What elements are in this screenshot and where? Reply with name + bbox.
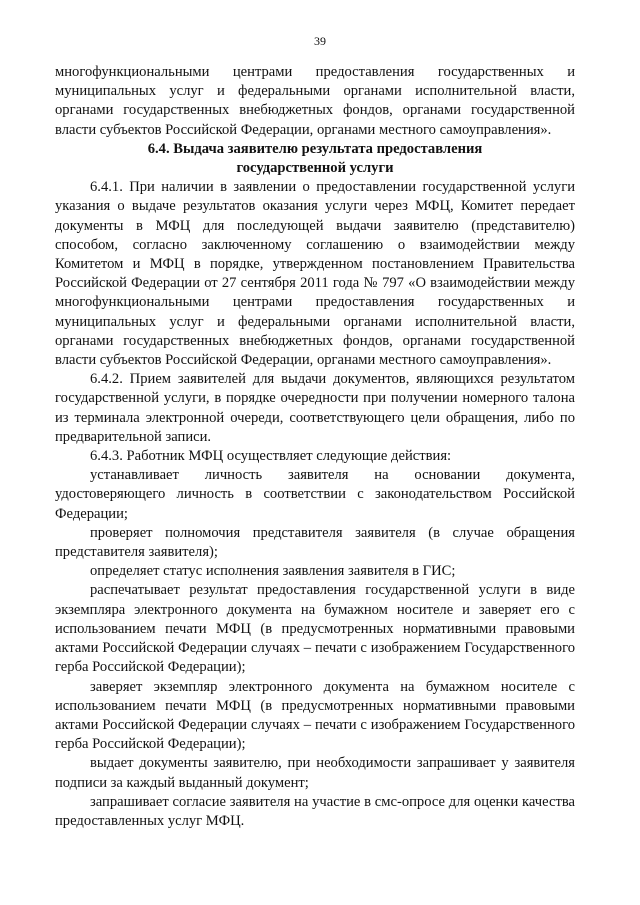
intro-paragraph: многофункциональными центрами предоставления государственных и муниципальных услуг и федеральными органами исполнительной власти, органами государственных внебюджетных фондов, органами государственной власти субъектов Российской Федерации, органами местного самоуправления». <box>55 64 575 138</box>
paragraph-6-4-1: 6.4.1. При наличии в заявлении о предоставлении государственной услуги указания о выдаче результатов оказания услуги через МФЦ, Комитет передает документы в МФЦ для последующей выдачи заявителю (представителю) способом, согласно заключенному соглашению о взаимодействии между Комитетом и МФЦ в порядке, утвержденном постановлением Правительства Российской Федерации от 27 сентября 2011 года № 797 «О взаимодействии между многофункциональными центрами предоставления государственных и муниципальных услуг и федеральными органами исполнительной власти, органами государственных внебюджетных фондов, органами государственной власти субъектов Российской Федерации, органами местного самоуправления». <box>55 179 575 369</box>
page-number: 39 <box>314 34 326 48</box>
action-item: заверяет экземпляр электронного документа на бумажном носителе с использованием печати МФЦ (в предусмотренных нормативными правовыми актами Российской Федерации случаях – печати с изображением Государственного герба Российской Федерации); <box>55 678 575 753</box>
paragraph-6-4-3: 6.4.3. Работник МФЦ осуществляет следующие действия: <box>90 448 452 465</box>
action-item: устанавливает личность заявителя на основании документа, удостоверяющего личность в соответствии с законодательством Российской Федерации; <box>55 467 575 522</box>
section-heading: 6.4. Выдача заявителю результата предоставления государственной услуги <box>147 140 483 177</box>
action-item: выдает документы заявителю, при необходимости запрашивает у заявителя подписи за каждый выданный документ; <box>55 755 575 791</box>
action-item: распечатывает результат предоставления государственной услуги в виде экземпляра электронного документа на бумажном носителе и заверяет его с использованием печати МФЦ (в предусмотренных нормативными правовыми актами Российской Федерации случаях – печати с изображением Государственного герба Российской Федерации); <box>55 582 575 676</box>
action-item: определяет статус исполнения заявления заявителя в ГИС; <box>90 563 456 580</box>
document-body <box>55 63 575 831</box>
action-item: запрашивает согласие заявителя на участие в смс-опросе для оценки качества предоставленных услуг МФЦ. <box>55 793 575 829</box>
action-item: проверяет полномочия представителя заявителя (в случае обращения представителя заявителя); <box>55 524 575 561</box>
paragraph-6-4-2: 6.4.2. Прием заявителей для выдачи документов, являющихся результатом государственной услуги, в порядке очередности при получении номерного талона из терминала электронной очереди, соответствующего цели обращения, либо по предварительной записи. <box>55 371 575 445</box>
